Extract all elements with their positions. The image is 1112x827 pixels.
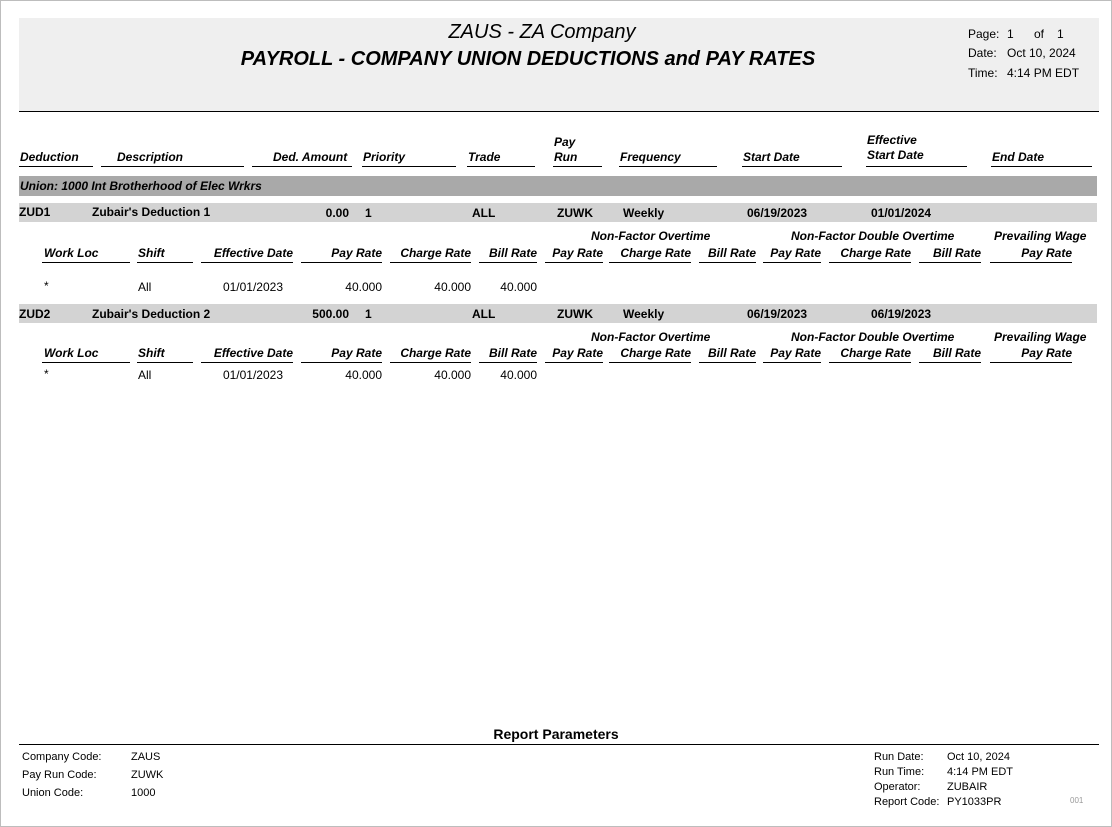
param-run-time: 4:14 PM EDT xyxy=(947,766,1014,778)
rate-col-ot-bill-rate: Bill Rate xyxy=(707,346,756,360)
rate-col-work-loc: Work Loc xyxy=(44,246,99,260)
rate-group-nf-dot: Non-Factor Double Overtime xyxy=(791,229,955,243)
col-ded-amount: Ded. Amount xyxy=(273,150,348,164)
deduction-start-date: 06/19/2023 xyxy=(747,307,808,321)
param-union-code: 1000 xyxy=(131,787,156,799)
col-underline xyxy=(390,262,471,263)
rate-col-prev-pay-rate: Pay Rate xyxy=(1021,346,1072,360)
rate-pay-rate: 40.000 xyxy=(345,368,382,382)
param-company-code-label: Company Code: xyxy=(22,751,102,763)
col-underline xyxy=(362,166,456,167)
col-underline xyxy=(990,262,1072,263)
rate-work-loc: * xyxy=(44,367,49,381)
col-underline xyxy=(609,362,691,363)
rate-col-bill-rate: Bill Rate xyxy=(488,346,537,360)
rate-col-ot-charge-rate: Charge Rate xyxy=(620,246,691,260)
param-run-date: Oct 10, 2024 xyxy=(947,751,1010,763)
param-report-code: PY1033PR xyxy=(947,796,1002,808)
deduction-code: ZUD1 xyxy=(19,205,51,219)
col-underline xyxy=(991,166,1092,167)
rate-col-pay-rate: Pay Rate xyxy=(331,246,382,260)
col-underline xyxy=(301,262,382,263)
rate-effective-date: 01/01/2023 xyxy=(222,280,283,294)
deduction-eff-start-date: 06/19/2023 xyxy=(871,307,932,321)
deduction-amount: 500.00 xyxy=(312,307,349,321)
col-pay-run-1: Pay xyxy=(554,135,576,149)
deduction-trade: ALL xyxy=(472,206,496,220)
deduction-description: Zubair's Deduction 1 xyxy=(92,205,211,219)
col-priority: Priority xyxy=(363,150,406,164)
col-underline xyxy=(545,262,603,263)
rate-col-dot-bill-rate: Bill Rate xyxy=(932,346,981,360)
deduction-priority: 1 xyxy=(365,206,372,220)
param-operator: ZUBAIR xyxy=(947,781,988,793)
col-underline xyxy=(101,166,244,167)
time-label: Time: xyxy=(968,66,998,80)
rate-col-dot-bill-rate: Bill Rate xyxy=(932,246,981,260)
rate-bill-rate: 40.000 xyxy=(500,280,537,294)
rate-col-dot-charge-rate: Charge Rate xyxy=(840,246,911,260)
deduction-code: ZUD2 xyxy=(19,307,51,321)
rate-col-bill-rate: Bill Rate xyxy=(488,246,537,260)
col-underline xyxy=(919,362,981,363)
rate-group-prevailing: Prevailing Wage xyxy=(994,229,1087,243)
rate-group-prevailing: Prevailing Wage xyxy=(994,330,1087,344)
rate-col-effective-date: Effective Date xyxy=(213,246,293,260)
col-underline xyxy=(553,166,602,167)
col-underline xyxy=(990,362,1072,363)
date-value: Oct 10, 2024 xyxy=(1007,46,1076,60)
col-frequency: Frequency xyxy=(620,150,681,164)
rate-col-shift: Shift xyxy=(138,246,165,260)
rate-col-ot-bill-rate: Bill Rate xyxy=(707,246,756,260)
rate-charge-rate: 40.000 xyxy=(434,280,471,294)
rate-group-nf-ot: Non-Factor Overtime xyxy=(591,330,711,344)
col-underline xyxy=(763,362,821,363)
col-underline xyxy=(866,166,967,167)
rate-shift: All xyxy=(138,280,152,294)
rate-charge-rate: 40.000 xyxy=(434,368,471,382)
rate-col-ot-pay-rate: Pay Rate xyxy=(552,346,603,360)
deduction-frequency: Weekly xyxy=(623,307,665,321)
col-underline xyxy=(545,362,603,363)
col-start-date: Start Date xyxy=(743,150,800,164)
param-report-code-label: Report Code: xyxy=(874,796,940,808)
col-underline xyxy=(201,262,293,263)
col-underline xyxy=(919,262,981,263)
col-underline xyxy=(201,362,293,363)
col-underline xyxy=(619,166,717,167)
page-total: 1 xyxy=(1057,27,1064,41)
col-underline xyxy=(609,262,691,263)
col-eff-start-2: Start Date xyxy=(867,148,924,162)
param-pay-run-code-label: Pay Run Code: xyxy=(22,769,97,781)
rate-bill-rate: 40.000 xyxy=(500,368,537,382)
deduction-frequency: Weekly xyxy=(623,206,665,220)
col-underline xyxy=(137,362,193,363)
report-parameters-divider xyxy=(19,744,1099,745)
of-label: of xyxy=(1034,27,1045,41)
rate-col-effective-date: Effective Date xyxy=(213,346,293,360)
col-underline xyxy=(479,262,537,263)
col-trade: Trade xyxy=(468,150,501,164)
col-underline xyxy=(829,362,911,363)
col-underline xyxy=(252,166,352,167)
deduction-trade: ALL xyxy=(472,307,496,321)
report-parameters-title: Report Parameters xyxy=(493,726,619,742)
param-run-time-label: Run Time: xyxy=(874,766,925,778)
deduction-eff-start-date: 01/01/2024 xyxy=(871,206,932,220)
deduction-pay-run: ZUWK xyxy=(557,206,593,220)
report-title: PAYROLL - COMPANY UNION DEDUCTIONS and PAY RATES xyxy=(240,48,816,70)
page-code: 001 xyxy=(1070,796,1084,805)
col-underline xyxy=(699,362,756,363)
col-underline xyxy=(699,262,756,263)
col-underline xyxy=(479,362,537,363)
param-operator-label: Operator: xyxy=(874,781,921,793)
rate-effective-date: 01/01/2023 xyxy=(222,368,283,382)
rate-work-loc: * xyxy=(44,279,49,293)
deduction-amount: 0.00 xyxy=(325,206,349,220)
param-union-code-label: Union Code: xyxy=(22,787,84,799)
rate-group-nf-ot: Non-Factor Overtime xyxy=(591,229,711,243)
col-description: Description xyxy=(117,150,184,164)
col-underline xyxy=(829,262,911,263)
col-eff-start-1: Effective xyxy=(867,133,917,147)
col-underline xyxy=(42,262,130,263)
col-underline xyxy=(742,166,842,167)
date-label: Date: xyxy=(968,46,997,60)
param-run-date-label: Run Date: xyxy=(874,751,924,763)
col-underline xyxy=(19,166,93,167)
col-underline xyxy=(137,262,193,263)
rate-col-dot-pay-rate: Pay Rate xyxy=(770,246,821,260)
param-company-code: ZAUS xyxy=(131,751,161,763)
rate-col-charge-rate: Charge Rate xyxy=(400,246,471,260)
time-value: 4:14 PM EDT xyxy=(1007,66,1080,80)
rate-col-dot-charge-rate: Charge Rate xyxy=(840,346,911,360)
col-underline xyxy=(467,166,535,167)
company-title: ZAUS - ZA Company xyxy=(448,21,636,43)
deduction-pay-run: ZUWK xyxy=(557,307,593,321)
rate-col-charge-rate: Charge Rate xyxy=(400,346,471,360)
deduction-priority: 1 xyxy=(365,307,372,321)
col-end-date: End Date xyxy=(992,150,1045,164)
col-underline xyxy=(42,362,130,363)
page-number: 1 xyxy=(1007,27,1014,41)
rate-pay-rate: 40.000 xyxy=(345,280,382,294)
col-underline xyxy=(763,262,821,263)
col-underline xyxy=(301,362,382,363)
deduction-description: Zubair's Deduction 2 xyxy=(92,307,211,321)
rate-shift: All xyxy=(138,368,152,382)
rate-col-pay-rate: Pay Rate xyxy=(331,346,382,360)
rate-col-ot-charge-rate: Charge Rate xyxy=(620,346,691,360)
rate-col-ot-pay-rate: Pay Rate xyxy=(552,246,603,260)
param-pay-run-code: ZUWK xyxy=(131,769,164,781)
page-label: Page: xyxy=(968,27,1000,41)
col-deduction: Deduction xyxy=(20,150,79,164)
col-pay-run-2: Run xyxy=(554,150,578,164)
rate-col-prev-pay-rate: Pay Rate xyxy=(1021,246,1072,260)
rate-col-dot-pay-rate: Pay Rate xyxy=(770,346,821,360)
rate-col-shift: Shift xyxy=(138,346,165,360)
rate-col-work-loc: Work Loc xyxy=(44,346,99,360)
col-underline xyxy=(390,362,471,363)
deduction-start-date: 06/19/2023 xyxy=(747,206,808,220)
rate-group-nf-dot: Non-Factor Double Overtime xyxy=(791,330,955,344)
union-label: Union: 1000 Int Brotherhood of Elec Wrkrs xyxy=(20,179,262,193)
